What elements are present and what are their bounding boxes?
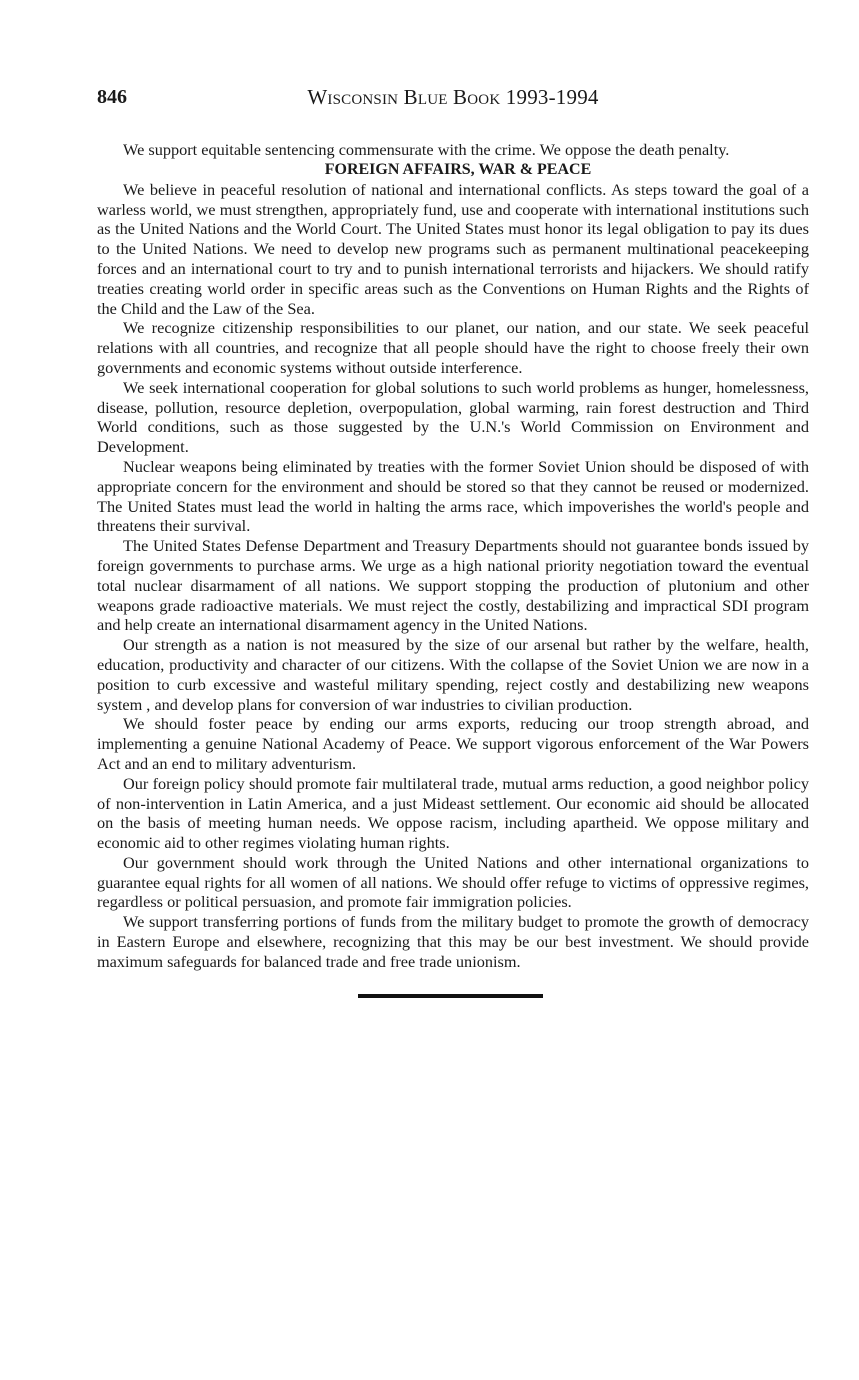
body-paragraph: We should foster peace by ending our arms exports, reducing our troop strength abroad, and implementing a genuine National Academy of Peace. We support vigorous enforcement of the War Powers Act and an end to military adventurism. bbox=[97, 714, 809, 773]
section-end-rule bbox=[358, 994, 543, 998]
page-header bbox=[97, 84, 809, 114]
body-paragraph: Our strength as a nation is not measured by the size of our arsenal but rather by the welfare, health, education, productivity and character of our citizens. With the collapse of the Soviet Union we are now in a position to curb excessive and wasteful military spending, reject costly and destabilizing new weapons system , and develop plans for conversion of war industries to civilian production. bbox=[97, 635, 809, 714]
intro-paragraph: We support equitable sentencing commensurate with the crime. We oppose the death penalty. bbox=[123, 140, 730, 159]
body-paragraph: Our foreign policy should promote fair multilateral trade, mutual arms reduction, a good neighbor policy of non-intervention in Latin America, and a just Mideast settlement. Our economic aid should be allocated on the basis of meeting human needs. We oppose racism, including apartheid. We oppose military and economic aid to other regimes violating human rights. bbox=[97, 773, 809, 853]
body-paragraph: We recognize citizenship responsibilities to our planet, our nation, and our state. We seek peaceful relations with all countries, and recognize that all people should have the right to choose freely their own governments and economic systems without outside interference. bbox=[97, 318, 809, 377]
body-paragraph: We seek international cooperation for global solutions to such world problems as hunger, homelessness, disease, pollution, resource depletion, overpopulation, global warming, rain forest destruction and Third World conditions, such as those suggested by the U.N.'s World Commission on Environment and Development. bbox=[97, 377, 809, 457]
body-paragraph: The United States Defense Department and Treasury Departments should not guarantee bonds issued by foreign governments to purchase arms. We urge as a high national priority negotiation toward the eventual total nuclear disarmament of all nations. We support stopping the production of plutonium and other weapons grade radioactive materials. We must reject the costly, destabilizing and impractical SDI program and help create an international disarmament agency in the United Nations. bbox=[97, 536, 809, 635]
page-body bbox=[97, 140, 809, 998]
page-number: 846 bbox=[97, 86, 127, 108]
running-title: Wisconsin Blue Book 1993-1994 bbox=[307, 85, 599, 109]
body-paragraph: Nuclear weapons being eliminated by treaties with the former Soviet Union should be disposed of with appropriate concern for the environment and should be stored so that they cannot be reused or modernized. The United States must lead the world in halting the arms race, which impoverishes the world's people and threatens their survival. bbox=[97, 456, 809, 536]
body-paragraph: Our government should work through the United Nations and other international organizations to guarantee equal rights for all women of all nations. We should offer refuge to victims of oppressive regimes, regardless or political persuasion, and promote fair immigration policies. bbox=[97, 852, 809, 912]
body-paragraph: We believe in peaceful resolution of national and international conflicts. As steps toward the goal of a warless world, we must strengthen, appropriately fund, use and cooperate with international institutions such as the United Nations and the World Court. The United States must honor its legal obligation to pay its dues to the United Nations. We need to develop new programs such as permanent multinational peacekeeping forces and an international court to try and to punish international terrorists and hijackers. We should ratify treaties creating world order in specific areas such as the Conventions on Human Rights and the Rights of the Child and the Law of the Sea. bbox=[97, 179, 809, 318]
section-heading: FOREIGN AFFAIRS, WAR & PEACE bbox=[324, 160, 592, 178]
body-paragraph: We support transferring portions of funds from the military budget to promote the growth of democracy in Eastern Europe and elsewhere, recognizing that this may be our best investment. We should provide maximum safeguards for balanced trade and free trade unionism. bbox=[97, 912, 809, 971]
